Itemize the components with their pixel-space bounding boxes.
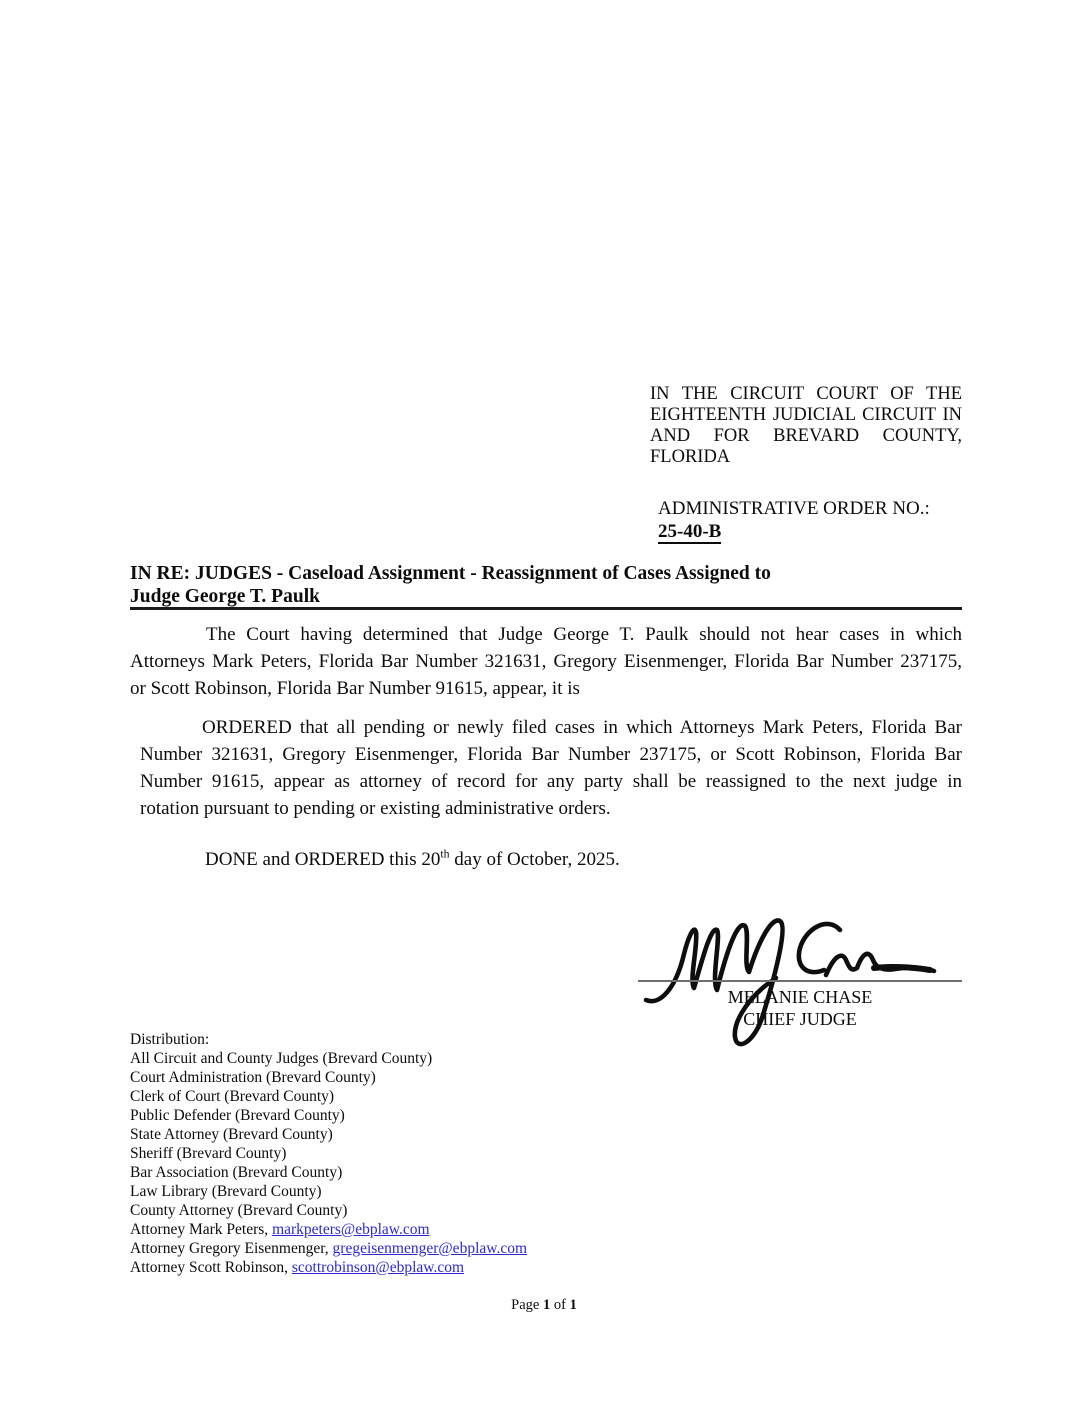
signature-scrawl-image	[632, 908, 942, 1060]
paragraph-line: Number 91615, appear as attorney of record for any party shall be reassigned to the next judge in	[140, 771, 962, 792]
email-link[interactable]: markpeters@ebplaw.com	[272, 1221, 430, 1238]
distribution-item: Sheriff (Brevard County)	[130, 1145, 287, 1162]
done-ordered-suffix: day of October, 2025.	[449, 849, 620, 870]
distribution-item: Bar Association (Brevard County)	[130, 1164, 343, 1181]
footer-page-number: 1	[542, 1297, 551, 1313]
distribution-item: Court Administration (Brevard County)	[130, 1069, 376, 1086]
distribution-item: County Attorney (Brevard County)	[130, 1202, 348, 1219]
paragraph-line: Number 321631, Gregory Eisenmenger, Florida Bar Number 237175, or Scott Robinson, Florida Bar	[140, 744, 962, 765]
done-ordered-line	[130, 849, 962, 871]
ordinal-superscript: th	[440, 847, 450, 861]
distribution-item: Public Defender (Brevard County)	[130, 1107, 345, 1124]
footer-prefix: Page	[511, 1297, 543, 1313]
paragraph-line: Attorneys Mark Peters, Florida Bar Number 321631, Gregory Eisenmenger, Florida Bar Number 237175,	[130, 651, 962, 672]
distribution-list	[130, 1030, 630, 1277]
page-footer	[0, 1297, 1088, 1314]
distribution-item: All Circuit and County Judges (Brevard County)	[130, 1050, 433, 1067]
distribution-item: Clerk of Court (Brevard County)	[130, 1088, 335, 1105]
order-title-line1: IN RE: JUDGES - Caseload Assignment - Reassignment of Cases Assigned to	[130, 563, 771, 584]
order-number-label: ADMINISTRATIVE ORDER NO.:	[658, 498, 930, 519]
signatory-name: MELANIE CHASE	[727, 987, 873, 1007]
title-divider-rule	[130, 607, 962, 610]
order-title	[130, 563, 962, 608]
court-caption-line: EIGHTEENTH JUDICIAL CIRCUIT IN	[650, 405, 962, 425]
email-link[interactable]: gregeisenmenger@ebplaw.com	[332, 1240, 528, 1257]
court-caption	[650, 384, 962, 468]
court-caption-line: AND FOR BREVARD COUNTY,	[650, 426, 962, 446]
distribution-label: Distribution:	[130, 1031, 210, 1048]
distribution-item: Attorney Gregory Eisenmenger, gregeisenmenger@ebplaw.com	[130, 1240, 528, 1257]
signature-block	[638, 986, 962, 1030]
done-ordered-prefix: DONE and ORDERED this 20	[205, 849, 441, 870]
paragraph-line: ORDERED that all pending or newly filed cases in which Attorneys Mark Peters, Florida Bar	[202, 717, 962, 738]
order-number-block	[658, 497, 968, 544]
order-number-value: 25-40-B	[658, 521, 722, 542]
body-paragraph-2	[140, 714, 962, 822]
footer-middle: of	[550, 1297, 570, 1313]
distribution-item: Attorney Scott Robinson, scottrobinson@ebplaw.com	[130, 1259, 465, 1276]
court-caption-line: IN THE CIRCUIT COURT OF THE	[650, 384, 962, 404]
distribution-item: Attorney Mark Peters, markpeters@ebplaw.com	[130, 1221, 430, 1238]
email-link[interactable]: scottrobinson@ebplaw.com	[291, 1259, 465, 1276]
footer-total-pages: 1	[569, 1297, 577, 1313]
paragraph-line: The Court having determined that Judge George T. Paulk should not hear cases in which	[206, 624, 962, 645]
body-paragraph-1	[130, 621, 962, 702]
court-caption-line: FLORIDA	[650, 447, 731, 467]
paragraph-line: or Scott Robinson, Florida Bar Number 91615, appear, it is	[130, 678, 580, 699]
signature-line	[638, 980, 962, 982]
signatory-title: CHIEF JUDGE	[743, 1009, 857, 1029]
paragraph-line: rotation pursuant to pending or existing administrative orders.	[140, 798, 611, 819]
distribution-item: Law Library (Brevard County)	[130, 1183, 322, 1200]
distribution-item: State Attorney (Brevard County)	[130, 1126, 333, 1143]
order-title-line2: Judge George T. Paulk	[130, 585, 320, 607]
